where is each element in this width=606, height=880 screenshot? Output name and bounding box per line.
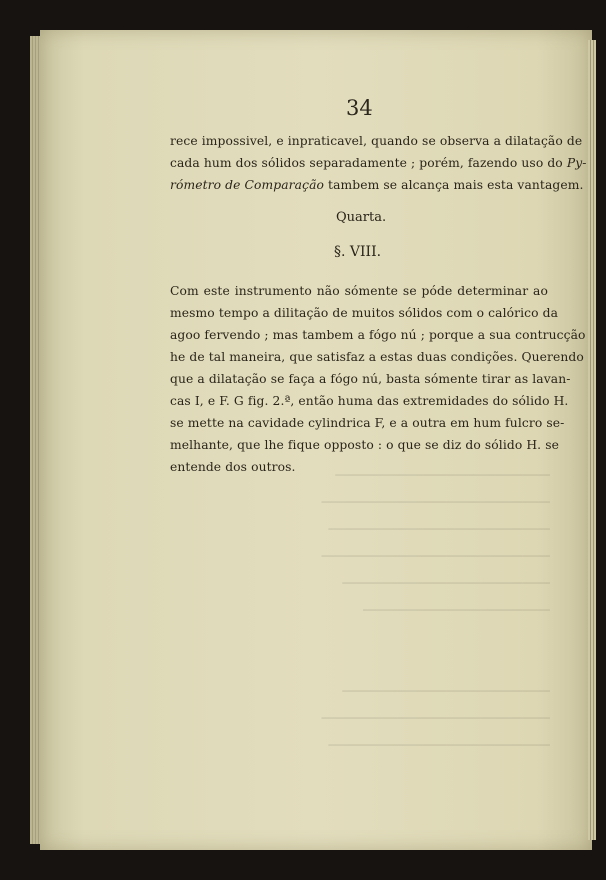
page-edge-right <box>588 40 596 840</box>
text-line: Com este instrumento não sómente se póde determinar ao <box>170 284 548 298</box>
section-heading: §. VIII. <box>334 244 382 260</box>
text-line: mesmo tempo a dilitação de muitos sólidos com o calórico da <box>170 306 559 320</box>
text-line: rece impossivel, e inpraticavel, quando se observa a dilatação de <box>170 134 583 148</box>
text-fragment: tambem se alcança mais esta vantagem. <box>324 178 584 192</box>
italic-fragment: rómetro de Comparação <box>170 178 325 192</box>
text-line: cas I, e F. G fig. 2.ª, então huma das extremidades do sólido H. <box>170 394 569 408</box>
text-line: entende dos outros. <box>170 460 296 474</box>
text-fragment: cada hum dos sólidos separadamente ; porém, fazendo uso do <box>170 156 567 170</box>
text-line <box>170 156 587 170</box>
bleed-through-text: ─────────────────────────────── ───────────────────────────────── ──────────────────────────────── ───────────────────────────────── ────────────────────────────── ─────────────────────────── ────────────────────────────── ───────────────────────────────── ──────────────────────────────── <box>321 468 550 752</box>
subheading: Quarta. <box>336 210 387 225</box>
italic-fragment: Py- <box>566 156 587 170</box>
text-line: melhante, que lhe fique opposto : o que se diz do sólido H. se <box>170 438 559 452</box>
page-edge-left <box>30 36 40 844</box>
text-line: que a dilatação se faça a fógo nú, basta sómente tirar as lavan- <box>170 372 571 386</box>
text-line: se mette na cavidade cylindrica F, e a outra em hum fulcro se- <box>170 416 565 430</box>
text-line: agoo fervendo ; mas tambem a fógo nú ; porque a sua contrucção <box>170 328 586 342</box>
text-line: he de tal maneira, que satisfaz a estas duas condições. Querendo <box>170 350 584 364</box>
text-line <box>170 178 584 192</box>
page-number: 34 <box>346 96 373 120</box>
